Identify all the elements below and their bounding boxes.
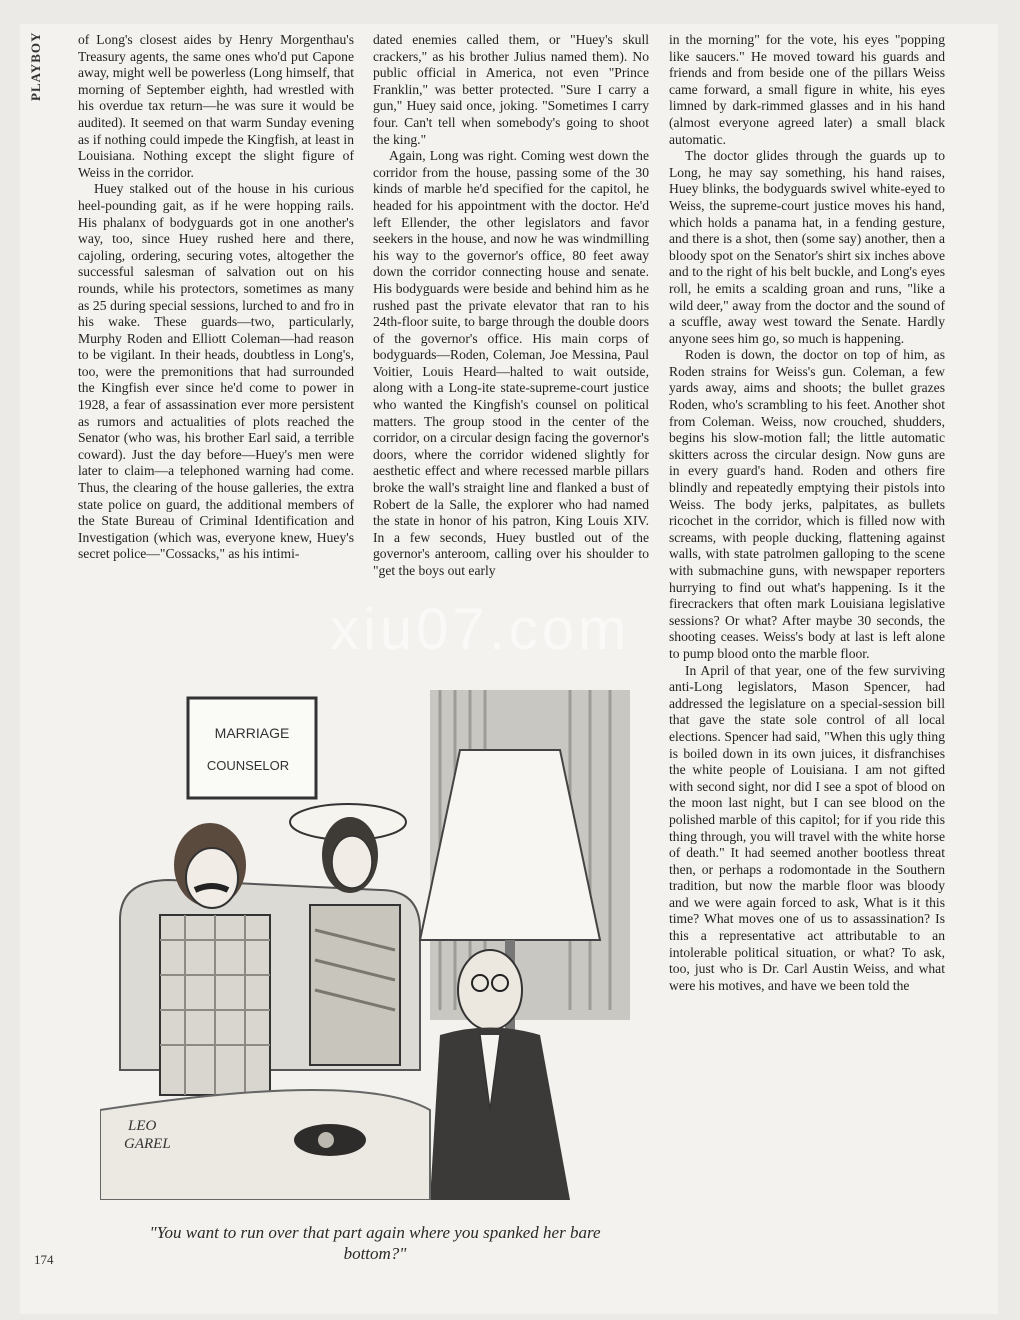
- masthead: PLAYBOY: [28, 32, 43, 102]
- paragraph: dated enemies called them, or "Huey's skull crackers," as his brother Julius named them). No public official in America, not even "Prince Franklin," was better protected. "Sure I carry a gun," Huey said once, joking. "Sometimes I carry four. Can't tell when somebody's going to shoot the king.": [373, 32, 649, 147]
- paragraph: in the morning" for the vote, his eyes "popping like saucers." He moved toward his guards and friends and from beside one of the pillars Weiss came forward, a small figure in white, his eyes limned by dark-rimmed glasses and in his hand (almost everyone agreed later) a small black automatic.: [669, 32, 945, 147]
- telephone-icon: [294, 1124, 366, 1156]
- cartoon-caption: "You want to run over that part again where you spanked her bare bottom?": [149, 1223, 601, 1263]
- sign-line-1: MARRIAGE: [214, 725, 290, 741]
- paragraph: The doctor glides through the guards up to Long, he may say something, his hand raises, Huey blinks, the bodyguards swivel white-eyed to Weiss, the supreme-court justice moves his hand, which holds a panama hat, in a fending gesture, and there is a shot, then (some say) another, then a bloody spot on the Senator's shirt six inches above and to the right of his belt buckle, and Long's eyes roll, he emits a scalding groan and runs, "like a wild deer," away from the doctor and the sound of a scuffle, away west toward the Senate. Hardly anyone sees him go, so much is happening.: [669, 148, 945, 346]
- page-number: 174: [34, 1252, 54, 1267]
- text-column-2: [373, 32, 649, 692]
- paragraph: Again, Long was right. Coming west down the corridor from the house, passing some of the 30 kinds of marble he'd specified for the capitol, he headed for his appointment with the doctor. He'd left Ellender, the other legislators and favor seekers in the house, and now he was windmilling his way to the governor's office, 80 feet away down the corridor connecting house and senate. His bodyguards were beside and behind him as he rushed past the private elevator that ran to his 24th-floor suite, to barge through the double doors of the governor's office. His main corps of bodyguards—Roden, Coleman, Joe Messina, Paul Voitier, Louis Heard—halted to wait outside, along with a Long-ite state-supreme-court justice who wanted the Kingfish's counsel on political matters. The group stood in the center of the corridor, on a circular design facing the governor's doors, where the corridor widened slightly for aesthetic effect and where recessed marble pillars broke the wall's straight line and flanked a bust of Robert de la Salle, the explorer who had named the state in honor of his patron, King Louis XIV. In a few seconds, Huey bustled out of the governor's anteroom, calling over his shoulder to "get the boys out early: [373, 148, 649, 578]
- paragraph: Huey stalked out of the house in his curious heel-pounding gait, as if he were hopping rails. His phalanx of bodyguards got in one another's way, too, since Huey rushed here and there, cajoling, ordering, securing votes, altogether the successful salesman of salvation out on his rounds, while his protectors, sometimes as many as 25 during special sessions, lurched to and fro in his wake. These guards—two, particularly, Murphy Roden and Elliott Coleman—had reason to be vigilant. In their heads, doubtless in Long's, too, were the premonitions that had surrounded the Kingfish ever since he'd come to power in 1928, a fear of assassination ever more persistent as rumors and actualities of plots reached the Senator (who was, his brother Earl said, a terrible coward). Just the day before—Huey's men were later to claim—a telephoned warning had come. Thus, the clearing of the house galleries, the extra state police on guard, the additional members of the State Bureau of Criminal Identification and Investigation (which was, everyone knew, Huey's secret police—"Cossacks," as his intimi-: [78, 181, 354, 562]
- text-column-1: [78, 32, 354, 692]
- watermark: xiu07.com: [330, 597, 631, 662]
- sign-line-2: COUNSELOR: [206, 758, 290, 773]
- svg-text:GAREL: GAREL: [124, 1136, 171, 1152]
- cartoon-illustration: [100, 690, 660, 1200]
- paragraph: Roden is down, the doctor on top of him, as Roden strains for Weiss's gun. Coleman, a few yards away, aims and shoots; the bullet grazes Roden, who's scrambling to his feet. Another shot from Coleman. Weiss, now crouched, shudders, begins his slow-motion fall; the little automatic skitters across the circular design. Now guns are in every guard's hand. Roden and others fire blindly and repeatedly emptying their pistols into Weiss. The body jerks, palpitates, as bullets ricochet in the corridor, which is filled now with screams, with people ducking, flattening against walls, with state patrolmen galloping to the scene with submachine guns, with newspaper reporters hurrying to find out what's happening. Is it the firecrackers that often mark Louisiana legislative sessions? Or what? After maybe 30 seconds, the shooting ceases. Weiss's body at last is left alone to pump blood onto the marble floor.: [669, 347, 945, 661]
- marriage-counselor-sign: [188, 698, 316, 798]
- paragraph: In April of that year, one of the few surviving anti-Long legislators, Mason Spencer, had addressed the legislature on a special-session bill that gave the state sole control of all local elections. Spencer had said, "When this ugly thing is boiled down in its own juices, it disfranchises the white people of Louisiana. I am not gifted with second sight, nor did I see a spot of blood on the moon last night, but I can see blood on the polished marble of this capitol; for if you ride this thing through, you will travel with the white horse of death." It had seemed another bootless threat then, or perhaps a rodomontade in the Southern tradition, but now the marble floor was bloody and we were again forced to ask, What is it this time? What moves one of us to assassination? Is this a representative act attributable to an intolerable political situation, or what? To ask, too, just who is Dr. Carl Austin Weiss, and what were his motives, and have we been told the: [669, 662, 945, 993]
- svg-text:LEO: LEO: [128, 1118, 157, 1134]
- paragraph: of Long's closest aides by Henry Morgenthau's Treasury agents, the same ones who'd put Capone away, might well be powerless (Long himself, that morning of September eighth, had wrestled with his overdue tax return—he was sure it would be audited). It seemed on that warm Sunday evening as if nothing could impede the Kingfish, at least in Louisiana. Nothing except the slight figure of Weiss in the corridor.: [78, 32, 354, 180]
- text-column-3: [669, 32, 945, 1267]
